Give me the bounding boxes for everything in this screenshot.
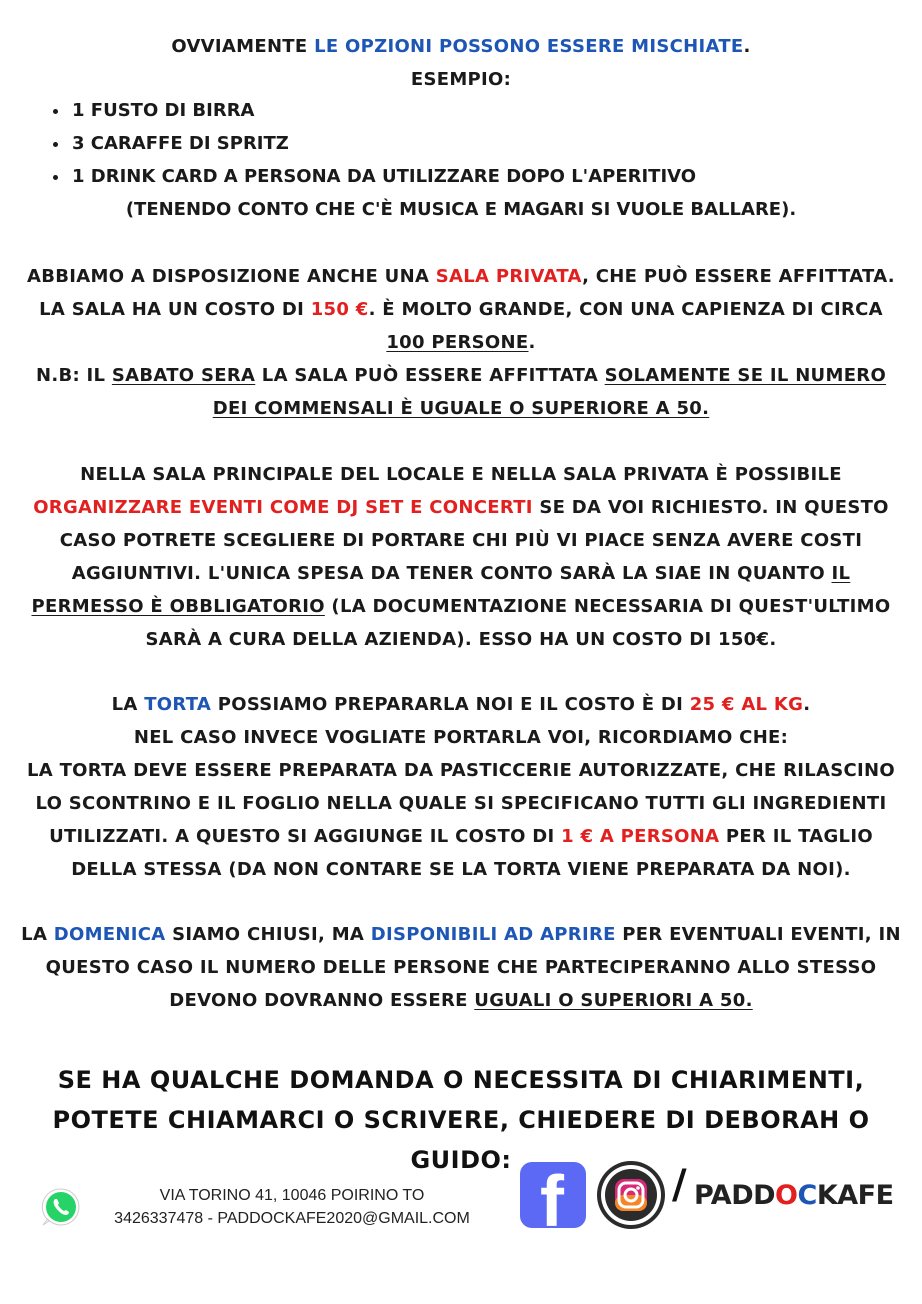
separator-slash: / xyxy=(672,1162,687,1208)
closing-call-to-action: SE HA QUALCHE DOMANDA O NECESSITA DI CHIARIMENTI, POTETE CHIAMARCI O SCRIVERE, CHIEDERE DI DEBORAH O GUIDO: xyxy=(52,1066,870,1174)
taglio-price: 1 € A PERSONA xyxy=(561,826,720,847)
disponibili-highlight: DISPONIBILI AD APRIRE xyxy=(370,924,616,945)
domenica-highlight: DOMENICA xyxy=(53,924,166,945)
permesso-obbligatorio: IL PERMESSO È OBBLIGATORIO xyxy=(31,563,851,617)
facebook-icon[interactable]: f xyxy=(520,1162,586,1228)
capacity: 100 PERSONE xyxy=(386,332,529,353)
address: VIA TORINO 41, 10046 POIRINO TO xyxy=(159,1187,425,1204)
phone-email[interactable]: 3426337478 - PADDOCKAFE2020@GMAIL.COM xyxy=(114,1210,470,1227)
list-item: • 3 CARAFFE DI SPRITZ xyxy=(70,127,696,160)
example-label: ESEMPIO: xyxy=(410,69,512,90)
instagram-icon[interactable] xyxy=(596,1160,666,1230)
torta-paragraph: LA TORTA POSSIAMO PREPARARLA NOI E IL COSTO È DI 25 € AL KG. NEL CASO INVECE VOGLIATE PORTARLA VOI, RICORDIAMO CHE: LA TORTA DEVE ESSERE PREPARATA DA PASTICCERIE AUTORIZZATE, CHE RILASCINO LO SCONTRINO E IL FOGLIO NELLA QUALE SI SPECIFICANO TUTTI GLI INGREDIENTI UTILIZZATI. A QUESTO SI AGGIUNGE IL COSTO DI 1 € A PERSONA PER IL TAGLIO DELLA STESSA (DA NON CONTARE SE LA TORTA VIENE PREPARATA DA NOI). xyxy=(27,694,895,880)
sala-privata-paragraph: ABBIAMO A DISPOSIZIONE ANCHE UNA SALA PRIVATA, CHE PUÒ ESSERE AFFITTATA. LA SALA HA UN COSTO DI 150 €. È MOLTO GRANDE, CON UNA CAPIENZA DI CIRCA 100 PERSONE. N.B: IL SABATO SERA LA SALA PUÒ ESSERE AFFITTATA SOLAMENTE SE IL NUMERO DEI COMMENSALI È UGUALE O SUPERIORE A 50. xyxy=(27,266,895,419)
nb-label: N.B: IL xyxy=(35,365,112,386)
whatsapp-icon[interactable] xyxy=(40,1186,82,1228)
list-item: • 1 FUSTO DI BIRRA xyxy=(70,94,696,127)
contact-block xyxy=(92,1184,492,1230)
domenica-paragraph: LA DOMENICA SIAMO CHIUSI, MA DISPONIBILI AD APRIRE PER EVENTUALI EVENTI, IN QUESTO CASO IL NUMERO DELLE PERSONE CHE PARTECIPERANNO ALLO STESSO DEVONO DOVRANNO ESSERE UGUALI O SUPERIORI A 50. xyxy=(21,924,901,1011)
paddockafe-logo: PADDOCKAFE xyxy=(694,1180,894,1211)
eventi-paragraph: NELLA SALA PRINCIPALE DEL LOCALE E NELLA SALA PRIVATA È POSSIBILE ORGANIZZARE EVENTI COME DJ SET E CONCERTI SE DA VOI RICHIESTO. IN QUESTO CASO POTRETE SCEGLIERE DI PORTARE CHI PIÙ VI PIACE SENZA AVERE COSTI AGGIUNTIVI. L'UNICA SPESA DA TENER CONTO SARÀ LA SIAE IN QUANTO IL PERMESSO È OBBLIGATORIO (LA DOCUMENTAZIONE NECESSARIA DI QUEST'ULTIMO SARÀ A CURA DELLA AZIENDA). ESSO HA UN COSTO DI 150€. xyxy=(31,464,891,650)
intro-highlight: LE OPZIONI POSSONO ESSERE MISCHIATE xyxy=(314,36,744,57)
saturday-condition: SOLAMENTE SE IL NUMERO DEI COMMENSALI È UGUALE O SUPERIORE A 50. xyxy=(212,365,887,419)
list-item: • 1 DRINK CARD A PERSONA DA UTILIZZARE DOPO L'APERITIVO xyxy=(70,160,696,193)
sala-price: 150 € xyxy=(310,299,369,320)
torta-highlight: TORTA xyxy=(144,694,212,715)
eventi-highlight: ORGANIZZARE EVENTI COME DJ SET E CONCERTI xyxy=(33,497,533,518)
sala-privata-highlight: SALA PRIVATA xyxy=(435,266,583,287)
torta-price: 25 € AL KG xyxy=(689,694,804,715)
example-list xyxy=(40,94,696,193)
intro-heading: OVVIAMENTE LE OPZIONI POSSONO ESSERE MISCHIATE. ESEMPIO: xyxy=(171,36,751,90)
domenica-condition: UGUALI O SUPERIORI A 50. xyxy=(474,990,753,1011)
example-note: (TENENDO CONTO CHE C'È MUSICA E MAGARI SI VUOLE BALLARE). xyxy=(125,199,797,220)
intro-text: OVVIAMENTE xyxy=(171,36,315,57)
